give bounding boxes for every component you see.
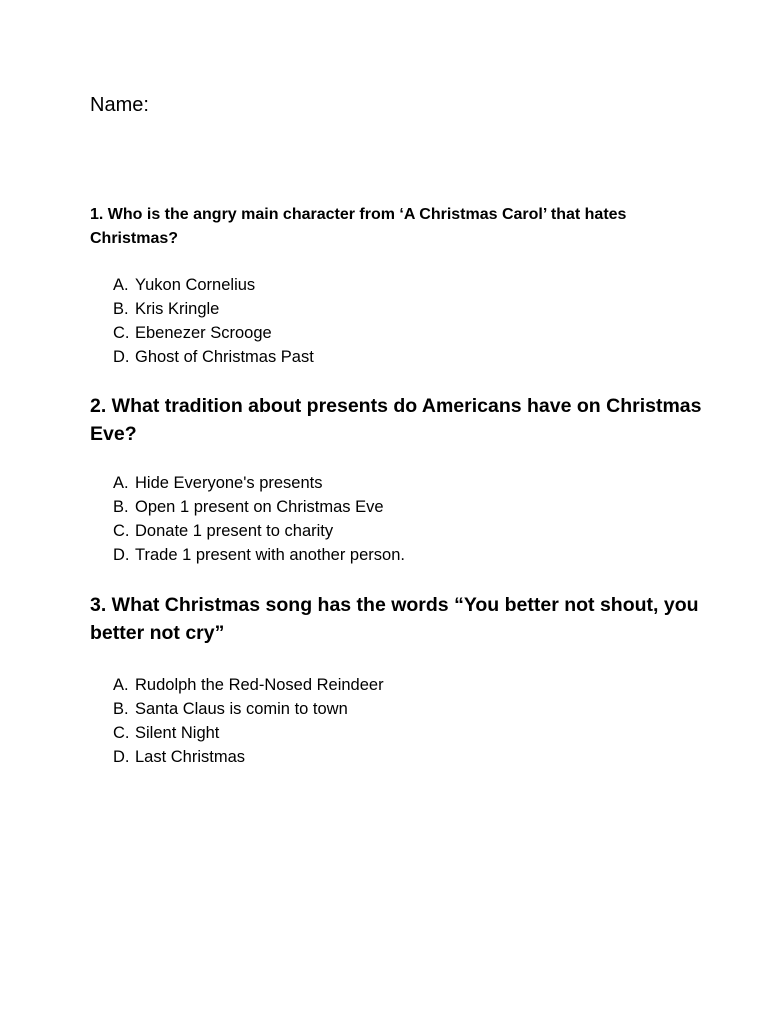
option-letter: D. [113,748,130,766]
question-2: 2. What tradition about presents do Americans have on Christmas Eve? [90,395,702,445]
option-1d [113,345,314,369]
option-3b [113,697,384,721]
question-3: 3. What Christmas song has the words “You better not shout, you better not cry” [90,594,699,644]
option-letter: A. [113,276,129,294]
option-1b [113,297,314,321]
option-text: Last Christmas [135,748,246,766]
option-letter: B. [113,700,129,718]
option-2b [113,495,405,519]
option-letter: C. [113,324,130,342]
option-letter: A. [113,474,129,492]
option-text: Trade 1 present with another person. [135,546,405,564]
question-1: 1. Who is the angry main character from ‘A Christmas Carol’ that hates Christmas? [90,206,627,247]
option-1a [113,273,314,297]
option-letter: A. [113,676,129,694]
option-1c [113,321,314,345]
question-1-options [113,273,314,369]
question-2-options [113,471,405,567]
option-text: Rudolph the Red-Nosed Reindeer [135,676,384,694]
option-text: Ebenezer Scrooge [135,324,272,342]
option-text: Santa Claus is comin to town [135,700,348,718]
option-text: Kris Kringle [135,300,220,318]
option-text: Silent Night [135,724,220,742]
option-2c [113,519,405,543]
option-letter: D. [113,546,130,564]
name-label: Name: [90,94,149,116]
option-2d [113,543,405,567]
option-letter: B. [113,300,129,318]
question-3-options [113,673,384,769]
option-3c [113,721,384,745]
option-2a [113,471,405,495]
option-letter: B. [113,498,129,516]
option-letter: C. [113,522,130,540]
option-3a [113,673,384,697]
option-3d [113,745,384,769]
option-text: Ghost of Christmas Past [135,348,314,366]
option-letter: D. [113,348,130,366]
option-text: Hide Everyone's presents [135,474,323,492]
option-text: Donate 1 present to charity [135,522,334,540]
option-text: Yukon Cornelius [135,276,256,294]
option-letter: C. [113,724,130,742]
option-text: Open 1 present on Christmas Eve [135,498,384,516]
